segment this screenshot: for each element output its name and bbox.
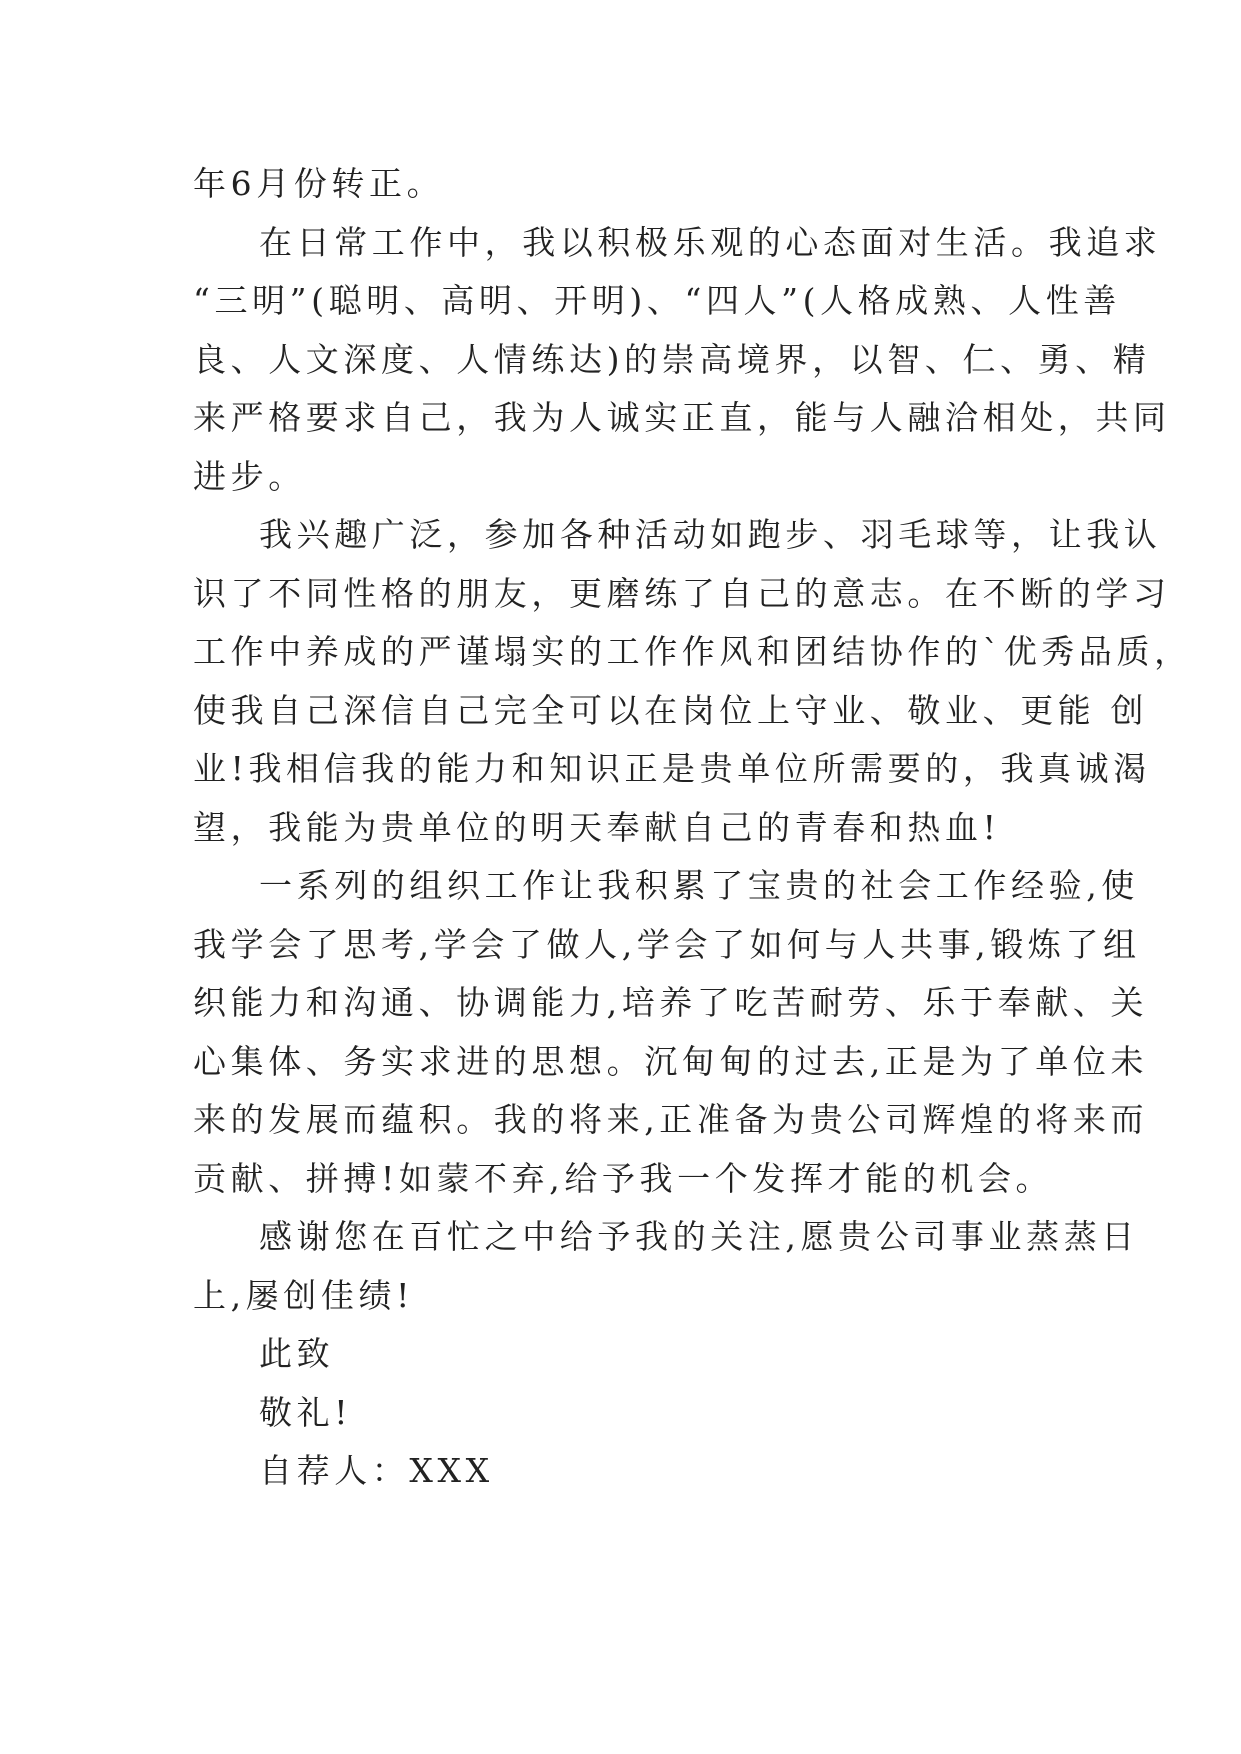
text-line: 我学会了思考,学会了做人,学会了如何与人共事,锻炼了组 bbox=[193, 924, 1141, 964]
text-line: 望，我能为贵单位的明天奉献自己的青春和热血! bbox=[193, 807, 1001, 847]
text-line: 一系列的组织工作让我积累了宝贵的社会工作经验,使 bbox=[259, 866, 1139, 905]
text-line: 业!我相信我的能力和知识正是贵单位所需要的，我真诚渴 bbox=[193, 749, 1151, 788]
text-line: 上,屡创佳绩! bbox=[193, 1275, 414, 1315]
letter-body bbox=[193, 155, 1192, 1501]
text-line: 使我自己深信自己完全可以在岗位上守业、敬业、更能 创 bbox=[193, 690, 1149, 730]
text-line: 贡献、拼搏!如蒙不弃,给予我一个发挥才能的机会。 bbox=[193, 1158, 1054, 1198]
closing-salutation: 此致 bbox=[259, 1334, 335, 1373]
text-line: 我兴趣广泛，参加各种活动如跑步、羽毛球等，让我认 bbox=[259, 515, 1162, 554]
text-line: 感谢您在百忙之中给予我的关注,愿贵公司事业蒸蒸日 bbox=[259, 1217, 1139, 1256]
text-line: 识了不同性格的朋友，更磨练了自己的意志。在不断的学习 bbox=[193, 573, 1171, 613]
signature-line: 自荐人：XXX bbox=[259, 1451, 494, 1490]
text-line: 年6月份转正。 bbox=[193, 164, 445, 203]
closing-regards: 敬礼! bbox=[259, 1392, 353, 1432]
text-line: 在日常工作中，我以积极乐观的心态面对生活。我追求 bbox=[259, 222, 1162, 262]
text-line: 织能力和沟通、协调能力,培养了吃苦耐劳、乐于奉献、关 bbox=[193, 983, 1149, 1022]
text-line: 来严格要求自己，我为人诚实正直，能与人融洽相处，共同 bbox=[193, 398, 1171, 437]
text-line: 心集体、务实求进的思想。沉甸甸的过去,正是为了单位未 bbox=[193, 1041, 1149, 1081]
text-line: 工作中养成的严谨塌实的工作作风和团结协作的`优秀品质， bbox=[193, 632, 1192, 671]
text-line: 良、人文深度、人情练达)的崇高境界，以智、仁、勇、精 bbox=[193, 339, 1151, 379]
text-line: 进步。 bbox=[193, 456, 306, 496]
text-line: “三明”(聪明、高明、开明)、“四人”(人格成熟、人性善 bbox=[193, 281, 1121, 320]
text-line: 来的发展而蕴积。我的将来,正准备为贵公司辉煌的将来而 bbox=[193, 1100, 1149, 1139]
